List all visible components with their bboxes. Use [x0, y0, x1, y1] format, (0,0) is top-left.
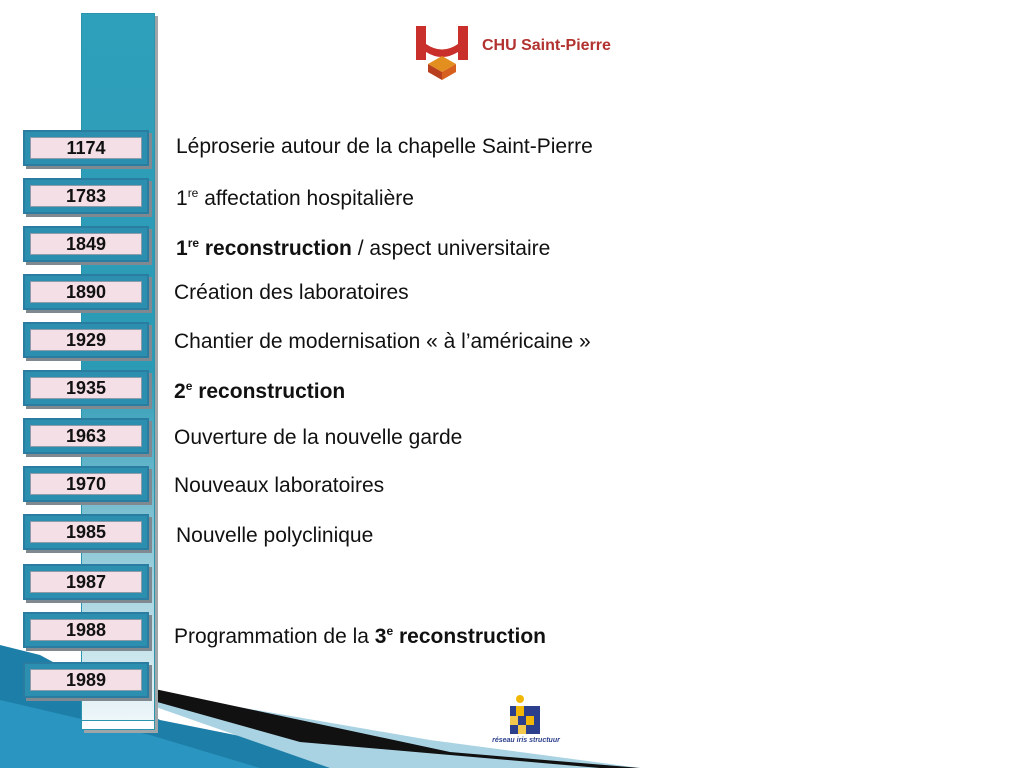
year-box: [23, 322, 149, 358]
year-box: [23, 274, 149, 310]
year-label: 1989: [30, 669, 142, 691]
chu-logo: [410, 22, 630, 82]
year-box: [23, 418, 149, 454]
chu-logo-text: CHU Saint-Pierre: [482, 37, 611, 54]
iris-logo: [481, 694, 571, 754]
event-text: [174, 330, 591, 354]
event-text-segment: Ouverture de la nouvelle garde: [174, 426, 463, 449]
event-text: [174, 624, 546, 649]
year-label: 1929: [30, 329, 142, 351]
year-box: [23, 370, 149, 406]
event-text: [174, 474, 384, 498]
event-text-segment: re: [187, 186, 199, 200]
event-text-segment: Programmation de la: [174, 625, 375, 648]
year-label: 1985: [30, 521, 142, 543]
year-box: [23, 564, 149, 600]
iris-logo-text: réseau iris structuur: [492, 737, 560, 744]
event-text-segment: Création des laboratoires: [174, 281, 409, 304]
year-box: [23, 466, 149, 502]
event-text-segment: reconstruction: [393, 625, 546, 648]
event-text-segment: re: [187, 236, 200, 250]
event-text-segment: 2: [174, 380, 186, 403]
event-text-segment: affectation hospitalière: [198, 187, 414, 210]
event-text-segment: reconstruction: [199, 237, 352, 260]
year-box: [23, 226, 149, 262]
event-text-segment: Nouveaux laboratoires: [174, 474, 385, 497]
year-label: 1890: [30, 281, 142, 303]
event-text-segment: 3: [374, 625, 387, 648]
year-label: 1783: [30, 185, 142, 207]
event-text-segment: reconstruction: [192, 380, 346, 403]
event-text-segment: Nouvelle polyclinique: [176, 524, 374, 547]
year-box: [23, 178, 149, 214]
year-label: 1174: [30, 137, 142, 159]
event-text-segment: e: [386, 624, 394, 638]
event-text-segment: 1: [176, 237, 188, 260]
event-text: [176, 135, 593, 159]
event-text: [176, 524, 373, 548]
year-label: 1963: [30, 425, 142, 447]
event-text-segment: 1: [176, 187, 188, 210]
event-text: [174, 379, 345, 404]
event-text: [176, 236, 550, 261]
event-text: [176, 186, 414, 211]
year-label: 1987: [30, 571, 142, 593]
event-text-segment: Léproserie autour de la chapelle Saint-Pierre: [176, 135, 593, 158]
event-text-segment: Chantier de modernisation « à l’américaine »: [174, 330, 591, 353]
event-text: [174, 281, 409, 305]
year-label: 1849: [30, 233, 142, 255]
year-label: 1935: [30, 377, 142, 399]
event-text-segment: / aspect universitaire: [351, 237, 551, 260]
iris-emblem-icon: [506, 694, 546, 736]
year-box: [23, 612, 149, 648]
year-label: 1988: [30, 619, 142, 641]
year-label: 1970: [30, 473, 142, 495]
year-box: [23, 514, 149, 550]
chu-emblem-icon: [410, 22, 474, 82]
event-text: [174, 426, 462, 450]
year-box: [23, 130, 149, 166]
event-text-segment: e: [185, 379, 193, 393]
year-box: [23, 662, 149, 698]
